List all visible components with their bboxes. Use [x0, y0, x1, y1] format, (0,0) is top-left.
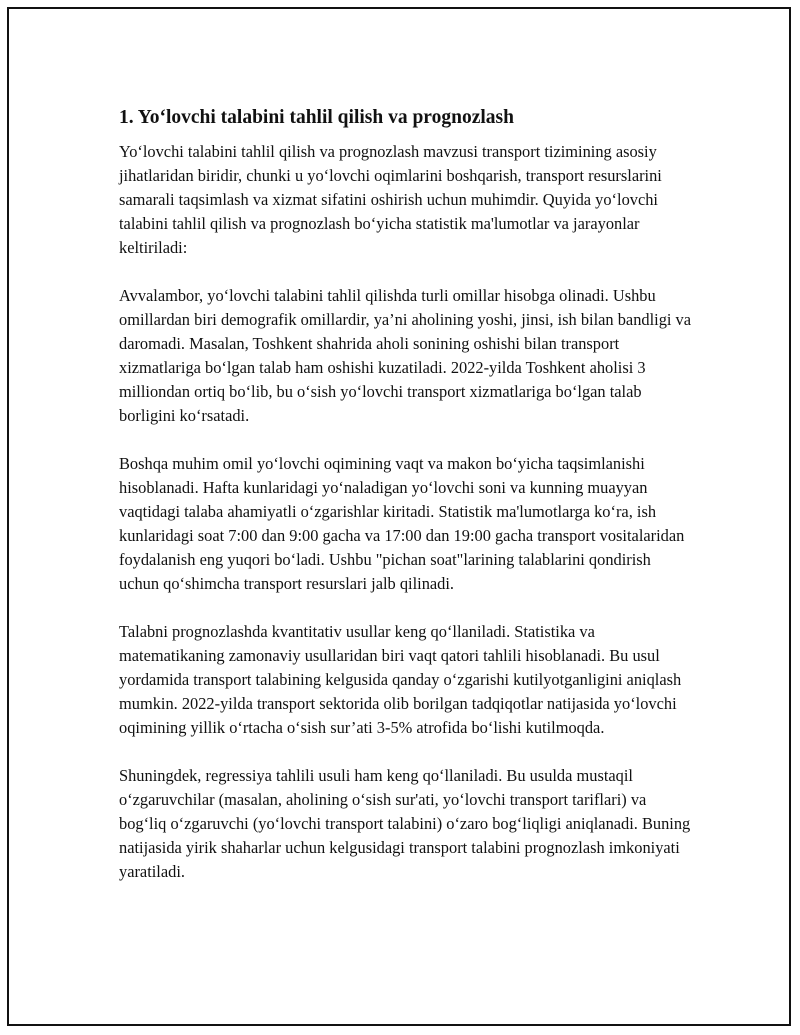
paragraph-demographic-factors: Avvalambor, yo‘lovchi talabini tahlil qilishda turli omillar hisobga olinadi. Ushbu omillardan biri demografik omillardir, ya’ni aholining yoshi, jinsi, ish bilan bandligi va daromadi. Masalan, Toshkent shahrida aholi sonining oshishi bilan transport xizmatlariga bo‘lgan talab ham oshishi kuzatiladi. 2022-yilda Toshkent aholisi 3 milliondan ortiq bo‘lib, bu o‘sish yo‘lovchi transport xizmatlariga bo‘lgan talab borligini ko‘rsatadi.: [119, 286, 692, 425]
section-heading: 1. Yo‘lovchi talabini tahlil qilish va prognozlash: [119, 107, 514, 128]
page-frame: [7, 7, 791, 1026]
paragraph-regression-analysis: Shuningdek, regressiya tahlili usuli ham keng qo‘llaniladi. Bu usulda mustaqil o‘zgaruvchilar (masalan, aholining o‘sish sur'ati, yo‘lovchi transport tariflari) va bog‘liq o‘zgaruvchi (yo‘lovchi transport talabini) o‘zaro bog‘liqligi aniqlanadi. Buning natijasida yirik shaharlar uchun kelgusidagi transport talabini prognozlash imkoniyati yaratiladi.: [119, 766, 691, 881]
paragraph-quantitative-methods: Talabni prognozlashda kvantitativ usullar keng qo‘llaniladi. Statistika va matematikaning zamonaviy usullaridan biri vaqt qatori tahlili hisoblanadi. Bu usul yordamida transport talabining kelgusida qanday o‘zgarishi kutilyotganligini aniqlash mumkin. 2022-yilda transport sektorida olib borilgan tadqiqotlar natijasida yo‘lovchi oqimining yillik o‘rtacha o‘sish sur’ati 3-5% atrofida bo‘lishi kutilmoqda.: [119, 622, 682, 737]
paragraph-time-space-distribution: Boshqa muhim omil yo‘lovchi oqimining vaqt va makon bo‘yicha taqsimlanishi hisoblanadi. Hafta kunlaridagi yo‘naladigan yo‘lovchi soni va kunning muayyan vaqtidagi talaba ahamiyatli o‘zgarishlar kiritadi. Statistik ma'lumotlarga ko‘ra, ish kunlaridagi soat 7:00 dan 9:00 gacha va 17:00 dan 19:00 gacha transport vositalaridan foydalanish eng yuqori bo‘ladi. Ushbu "pichan soat"larining talablarini qondirish uchun qo‘shimcha transport resurslari jalb qilinadi.: [119, 454, 685, 593]
document-body: [119, 105, 694, 908]
paragraph-intro: Yo‘lovchi talabini tahlil qilish va prognozlash mavzusi transport tizimining asosiy jihatlaridan biridir, chunki u yo‘lovchi oqimlarini boshqarish, transport resurslarini samarali taqsimlash va xizmat sifatini oshirish uchun muhimdir. Quyida yo‘lovchi talabini tahlil qilish va prognozlash bo‘yicha statistik ma'lumotlar va jarayonlar keltiriladi:: [119, 142, 662, 257]
